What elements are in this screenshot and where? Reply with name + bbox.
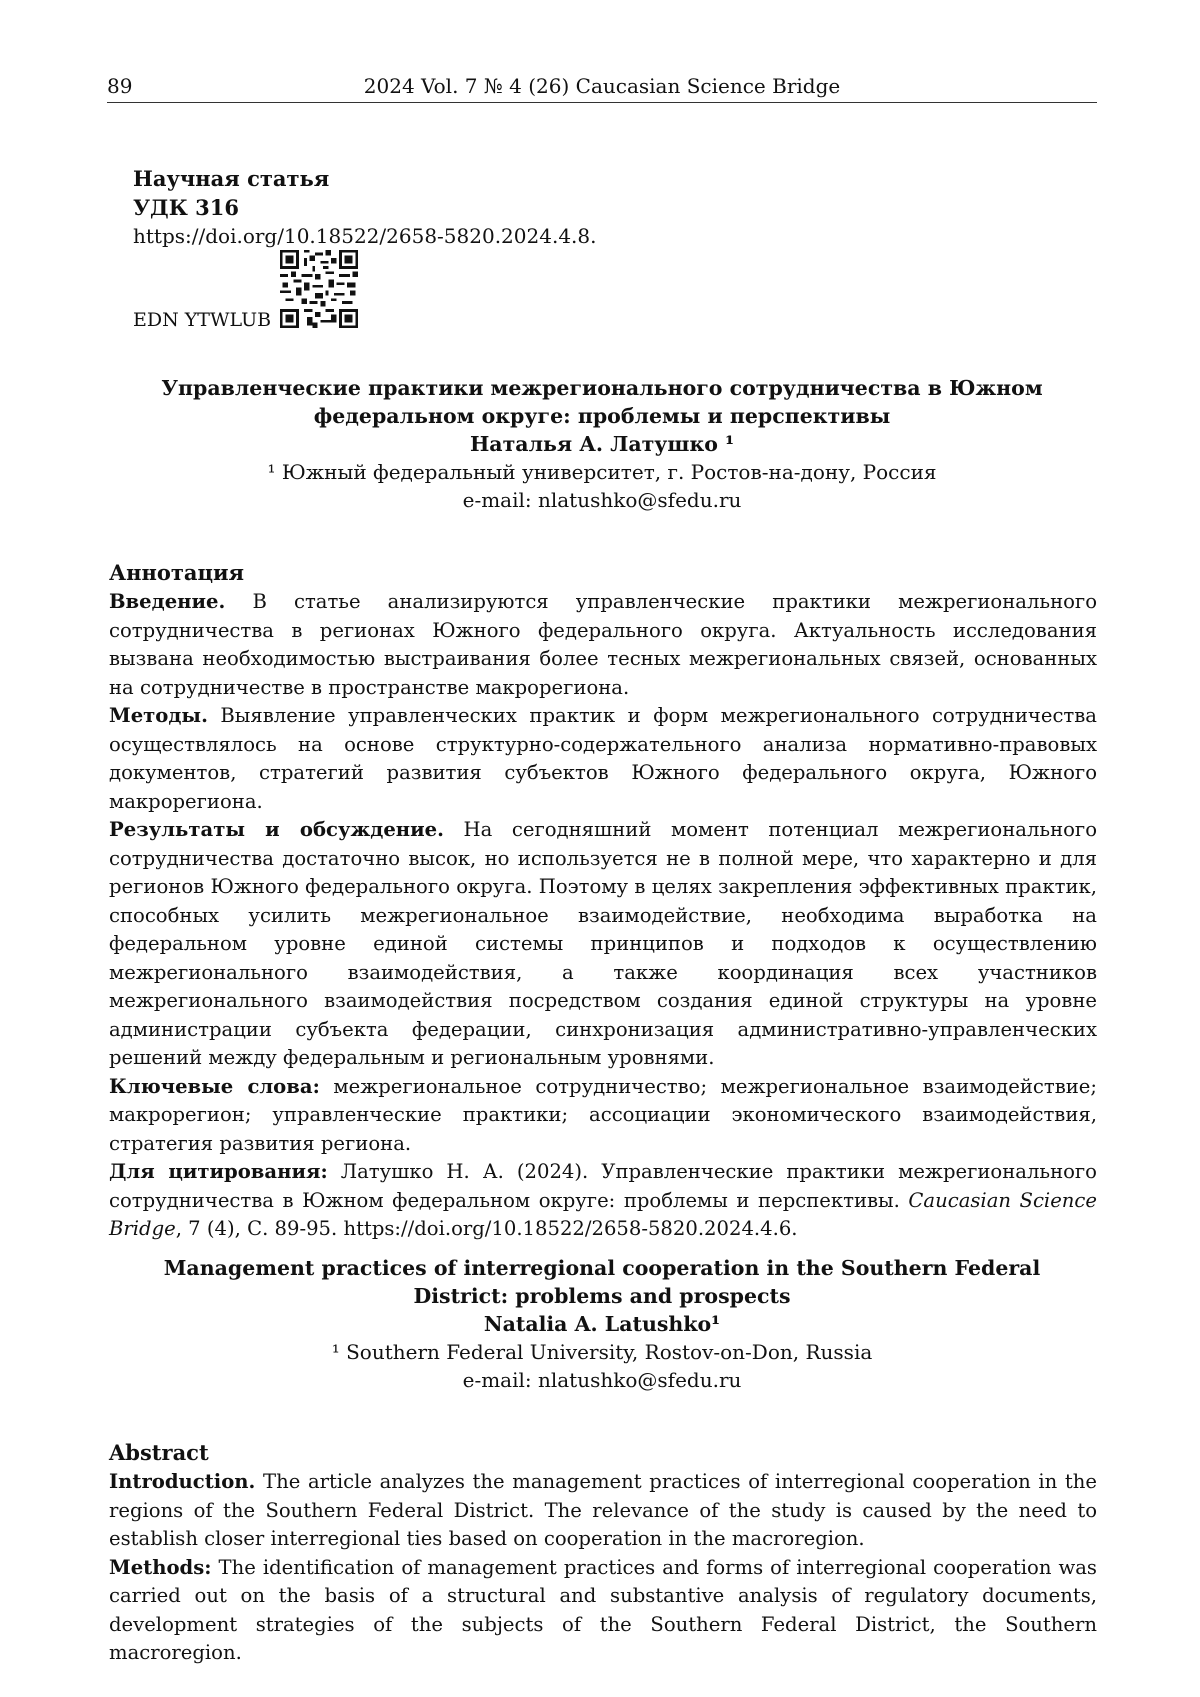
ru-intro-text: В статье анализируются управленческие практики межрегионального сотрудничества в регионах Южного федерального округа. Актуальность исследования вызвана необходимостью выстраивания более тесных межрегиональных связей, основанных на сотрудничестве в пространстве макрорегиона. bbox=[109, 590, 1097, 699]
en-title-line-1: Management practices of interregional cooperation in the Southern Federal bbox=[163, 1256, 1041, 1280]
ru-author: Наталья А. Латушко ¹ bbox=[469, 432, 735, 456]
ru-title-block bbox=[107, 374, 1097, 514]
qr-code-icon bbox=[280, 250, 358, 328]
article-meta bbox=[133, 164, 596, 251]
en-author: Natalia A. Latushko¹ bbox=[483, 1312, 721, 1336]
en-affiliation: ¹ Southern Federal University, Rostov-on-Don, Russia bbox=[331, 1340, 873, 1364]
page-number: 89 bbox=[107, 74, 133, 98]
journal-title: 2024 Vol. 7 № 4 (26) Caucasian Science Bridge bbox=[363, 74, 841, 98]
udc-code: УДК 316 bbox=[133, 195, 239, 220]
ru-email[interactable]: e-mail: nlatushko@sfedu.ru bbox=[462, 488, 742, 512]
article-type: Научная статья bbox=[133, 166, 330, 191]
ru-keywords-text: межрегиональное сотрудничество; межрегиональное взаимодействие; макрорегион; управленческие практики; ассоциации экономического взаимодействия, стратегия развития региона. bbox=[109, 1074, 1097, 1155]
ru-results-text: На сегодняшний момент потенциал межрегионального сотрудничества достаточно высок, но используется не в полной мере, что характерно и для регионов Южного федерального округа. Поэтому в целях закрепления эффективных практик, способных усилить межрегиональное взаимодействие, необходима выработка на федеральном уровне единой системы принципов и подходов к осуществлению межрегионального взаимодействия, а также координация всех участников межрегионального взаимодействия посредством создания единой структуры на уровне администрации субъекта федерации, синхронизация административно-управленческих решений между федеральным и региональным уровнями. bbox=[109, 818, 1097, 1069]
ru-citation-text: Латушко Н. А. (2024). Управленческие практики межрегионального сотрудничества в Южном федеральном округе: проблемы и перспективы. bbox=[109, 1160, 1097, 1212]
en-intro-paragraph bbox=[109, 1468, 1097, 1554]
edn-code: EDN YTWLUB bbox=[133, 309, 272, 331]
ru-intro-paragraph bbox=[109, 588, 1097, 702]
ru-citation-label: Для цитирования: bbox=[109, 1160, 328, 1183]
en-abstract-heading: Abstract bbox=[109, 1440, 209, 1465]
en-methods-text: The identification of management practices and forms of interregional cooperation was carried out on the basis of a structural and substantive analysis of regulatory documents, development strategies of the subjects of the Southern Federal District, the Southern macroregion. bbox=[109, 1555, 1097, 1664]
ru-keywords-paragraph bbox=[109, 1073, 1097, 1159]
en-methods-label: Methods: bbox=[109, 1555, 212, 1579]
ru-keywords-label: Ключевые слова: bbox=[109, 1074, 320, 1098]
ru-abstract-heading: Аннотация bbox=[109, 560, 245, 585]
ru-citation-journal: Caucasian Science Bridge bbox=[109, 1188, 1097, 1240]
en-title-block bbox=[107, 1254, 1097, 1394]
en-abstract-body bbox=[109, 1468, 1097, 1668]
ru-citation-paragraph bbox=[109, 1158, 1097, 1244]
en-intro-label: Introduction. bbox=[109, 1470, 256, 1493]
ru-intro-label: Введение. bbox=[109, 590, 226, 613]
ru-affiliation: ¹ Южный федеральный университет, г. Ростов-на-дону, Россия bbox=[267, 460, 937, 484]
en-title-line-2: District: problems and prospects bbox=[413, 1284, 791, 1308]
ru-methods-paragraph bbox=[109, 702, 1097, 816]
ru-title-line-2: федеральном округе: проблемы и перспективы bbox=[313, 404, 891, 428]
ru-results-paragraph bbox=[109, 816, 1097, 1073]
doi-link[interactable]: https://doi.org/10.18522/2658-5820.2024.4.8. bbox=[133, 224, 597, 248]
ru-results-label: Результаты и обсуждение. bbox=[109, 818, 444, 841]
ru-title-line-1: Управленческие практики межрегионального сотрудничества в Южном bbox=[161, 376, 1043, 400]
page-header bbox=[107, 72, 1097, 103]
ru-abstract-body bbox=[109, 588, 1097, 1244]
en-email[interactable]: e-mail: nlatushko@sfedu.ru bbox=[462, 1368, 742, 1392]
ru-citation-tail: , 7 (4), С. 89-95. https://doi.org/10.18522/2658-5820.2024.4.6. bbox=[175, 1217, 798, 1240]
ru-methods-text: Выявление управленческих практик и форм межрегионального сотрудничества осуществлялось на основе структурно-содержательного анализа нормативно-правовых документов, стратегий развития субъектов Южного федерального округа, Южного макрорегиона. bbox=[109, 704, 1097, 813]
ru-methods-label: Методы. bbox=[109, 704, 208, 727]
en-methods-paragraph bbox=[109, 1554, 1097, 1668]
en-intro-text: The article analyzes the management practices of interregional cooperation in the regions of the Southern Federal District. The relevance of the study is caused by the need to establish closer interregional ties based on cooperation in the macroregion. bbox=[109, 1470, 1097, 1550]
